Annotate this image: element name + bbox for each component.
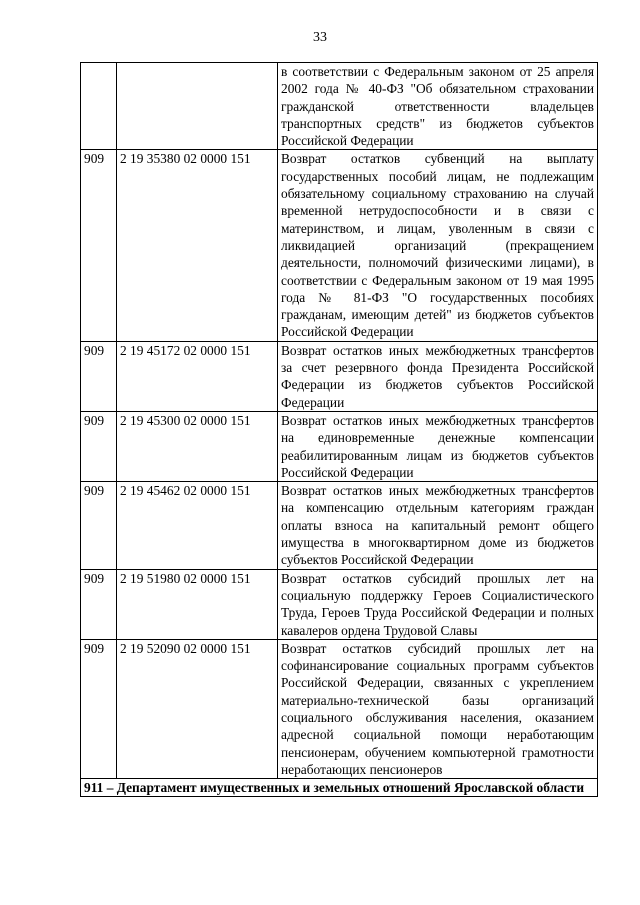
budget-code-cell	[117, 63, 278, 150]
description-cell: Возврат остатков субвенций на выплату государственных пособий лицам, не подлежащим обязательному социальному страхованию на случай временной нетрудоспособности и в связи с материнством, и лицам, уволенным в связи с ликвидацией организаций (прекращением деятельности, полномочий физическими лицами), в соответствии с Федеральным законом от 19 мая 1995 года № 81-ФЗ "О государственных пособиях гражданам, имеющим детей" из бюджетов субъектов Российской Федерации	[278, 150, 598, 341]
description-cell: Возврат остатков иных межбюджетных трансфертов за счет резервного фонда Президента Российской Федерации из бюджетов субъектов Российской Федерации	[278, 341, 598, 411]
budget-code-cell: 2 19 45300 02 0000 151	[117, 411, 278, 481]
table-row	[81, 63, 598, 150]
budget-code-cell: 2 19 45462 02 0000 151	[117, 482, 278, 569]
table-row	[81, 482, 598, 569]
table-row	[81, 341, 598, 411]
budget-code-cell: 2 19 45172 02 0000 151	[117, 341, 278, 411]
admin-code-cell: 909	[81, 639, 117, 778]
budget-code-cell: 2 19 35380 02 0000 151	[117, 150, 278, 341]
section-header-row	[81, 779, 598, 797]
admin-code-cell: 909	[81, 482, 117, 569]
description-cell: Возврат остатков иных межбюджетных трансфертов на компенсацию отдельным категориям граждан оплаты взноса на капитальный ремонт общего имущества в многоквартирном доме из бюджетов субъектов Российской Федерации	[278, 482, 598, 569]
section-title: 911 – Департамент имущественных и земельных отношений Ярославской области	[81, 779, 598, 797]
description-cell: Возврат остатков субсидий прошлых лет на социальную поддержку Героев Социалистического Труда, Героев Труда Российской Федерации и полных кавалеров ордена Трудовой Славы	[278, 569, 598, 639]
admin-code-cell	[81, 63, 117, 150]
table-row	[81, 411, 598, 481]
admin-code-cell: 909	[81, 569, 117, 639]
description-cell: Возврат остатков субсидий прошлых лет на софинансирование социальных программ субъектов Российской Федерации, связанных с укреплением материально-технической базы организаций социального обслуживания населения, оказанием адресной социальной помощи неработающим пенсионерам, обучением компьютерной грамотности неработающих пенсионеров	[278, 639, 598, 778]
page-number: 33	[313, 30, 327, 45]
admin-code-cell: 909	[81, 411, 117, 481]
description-cell: в соответствии с Федеральным законом от 25 апреля 2002 года № 40-ФЗ "Об обязательном страховании гражданской ответственности владельцев транспортных средств" из бюджетов субъектов Российской Федерации	[278, 63, 598, 150]
budget-code-cell: 2 19 52090 02 0000 151	[117, 639, 278, 778]
table-row	[81, 569, 598, 639]
table-row	[81, 150, 598, 341]
description-cell: Возврат остатков иных межбюджетных трансфертов на единовременные денежные компенсации реабилитированным лицам из бюджетов субъектов Российской Федерации	[278, 411, 598, 481]
budget-codes-table	[80, 62, 598, 797]
admin-code-cell: 909	[81, 150, 117, 341]
budget-code-cell: 2 19 51980 02 0000 151	[117, 569, 278, 639]
admin-code-cell: 909	[81, 341, 117, 411]
table-row	[81, 639, 598, 778]
